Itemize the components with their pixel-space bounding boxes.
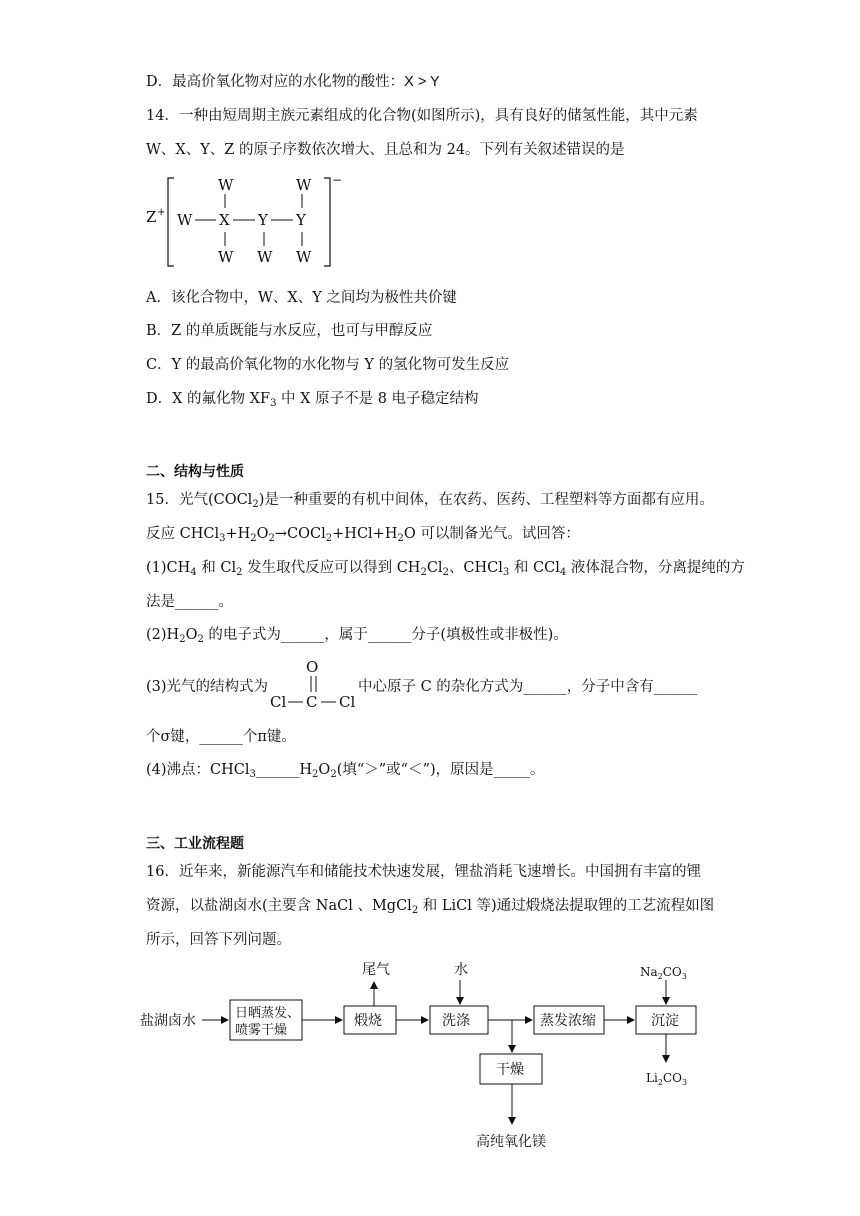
q16-line3: 所示，回答下列问题。 [146,932,291,948]
flow-dry: 干燥 [496,1062,524,1078]
phosgene-c: C [306,693,318,711]
q14-option-a: A．该化合物中，W、X、Y 之间均为极性共价键 [146,290,457,306]
flow-step1-l2: 喷雾干燥 [235,1023,288,1038]
flow-wash: 洗涤 [442,1013,470,1029]
atom-y1: Y [258,211,268,229]
atom-x: X [219,211,230,229]
q15-p2: $(2)H_2O_2$ 的电子式为______，属于______分子(填极性或非极性)。 [146,627,568,645]
flow-evap: 蒸发浓缩 [540,1013,596,1029]
phosgene-cl-left: Cl [270,693,287,711]
atom-y2: Y [296,211,306,229]
atom-w-top2: W [296,176,312,194]
section3-title: 三、工业流程题 [146,836,244,852]
phosgene-cl-right: Cl [339,693,356,711]
atom-w-bot2: W [257,248,273,266]
atom-w-bot3: W [296,248,312,266]
q16-process-flow [140,958,710,1158]
atom-w-top1: W [218,176,234,194]
flow-step1-l1: 日晒蒸发、 [235,1006,301,1021]
q16-line1: 16．近年来，新能源汽车和储能技术快速发展，锂盐消耗飞速增长。中国拥有丰富的锂 [146,864,701,880]
flow-precipitate: 沉淀 [651,1013,679,1029]
flow-li2co3: $Li_2CO_3$ [646,1071,688,1087]
flow-mgo: 高纯氧化镁 [476,1134,546,1150]
atom-w-bot1: W [218,248,234,266]
section2-title: 二、结构与性质 [146,464,244,480]
flow-water: 水 [454,962,468,978]
q14-structure-diagram [140,170,360,270]
phosgene-structure [266,656,362,712]
cation-charge: + [157,207,166,218]
q14-option-d: D．X 的氟化物 $XF_3$ 中 X 原子不是 8 电子稳定结构 [146,391,479,409]
atom-w-left: W [177,211,193,229]
q14-stem-line2: W、X、Y、Z 的原子序数依次增大、且总和为 24。下列有关叙述错误的是 [146,142,625,158]
q15-p3-a: (3)光气的结构式为 [146,679,269,695]
cation-symbol: Z [146,208,157,226]
phosgene-o: O [306,658,319,676]
q16-line2: 资源，以盐湖卤水(主要含 NaCl 、MgCl$_2$ 和 LiCl 等)通过煅烧法提取锂的工艺流程如图 [146,898,715,916]
flow-calcine: 煅烧 [354,1013,382,1029]
flow-exhaust: 尾气 [362,962,390,978]
flow-start: 盐湖卤水 [140,1013,196,1029]
q15-p3-c: 个σ键，______个π键。 [146,729,296,745]
q14-option-c: C．Y 的最高价氧化物的水化物与 Y 的氢化物可发生反应 [146,357,510,373]
anion-charge: − [332,173,343,187]
q14-option-b: B．Z 的单质既能与水反应，也可与甲醇反应 [146,323,433,339]
q15-p1-line1: $(1)CH_4$ 和 $Cl_2$ 发生取代反应可以得到 $CH_2Cl_2$、CHCl$_3$ 和 CCl$_4$ 液体混合物，分离提纯的方 [146,560,745,578]
q15-line2: 反应 $CHCl_3+H_2O_2\to COCl_2+HCl+H_2O$ 可以制备光气。试回答： [146,526,580,544]
q15-line1: 15．光气(COCl$_2$)是一种重要的有机中间体，在农药、医药、工程塑料等方面都有应用。 [146,492,714,510]
q15-p4: (4)沸点：$CHCl_3\_\_\_\_\_\_H_2O_2$(填“＞”或“＜”)，原因是_____。 [146,762,545,780]
flow-na2co3: $Na_2CO_3$ [640,965,687,981]
q15-p3-b: 中心原子 C 的杂化方式为______，分子中含有______ [358,679,698,695]
q15-p1-line2: 法是______。 [146,594,233,610]
q14-stem-line1: 14．一种由短周期主族元素组成的化合物(如图所示)，具有良好的储氢性能，其中元素 [146,108,698,124]
q13-option-d: D．最高价氧化物对应的水化物的酸性：X > Y [146,74,440,90]
